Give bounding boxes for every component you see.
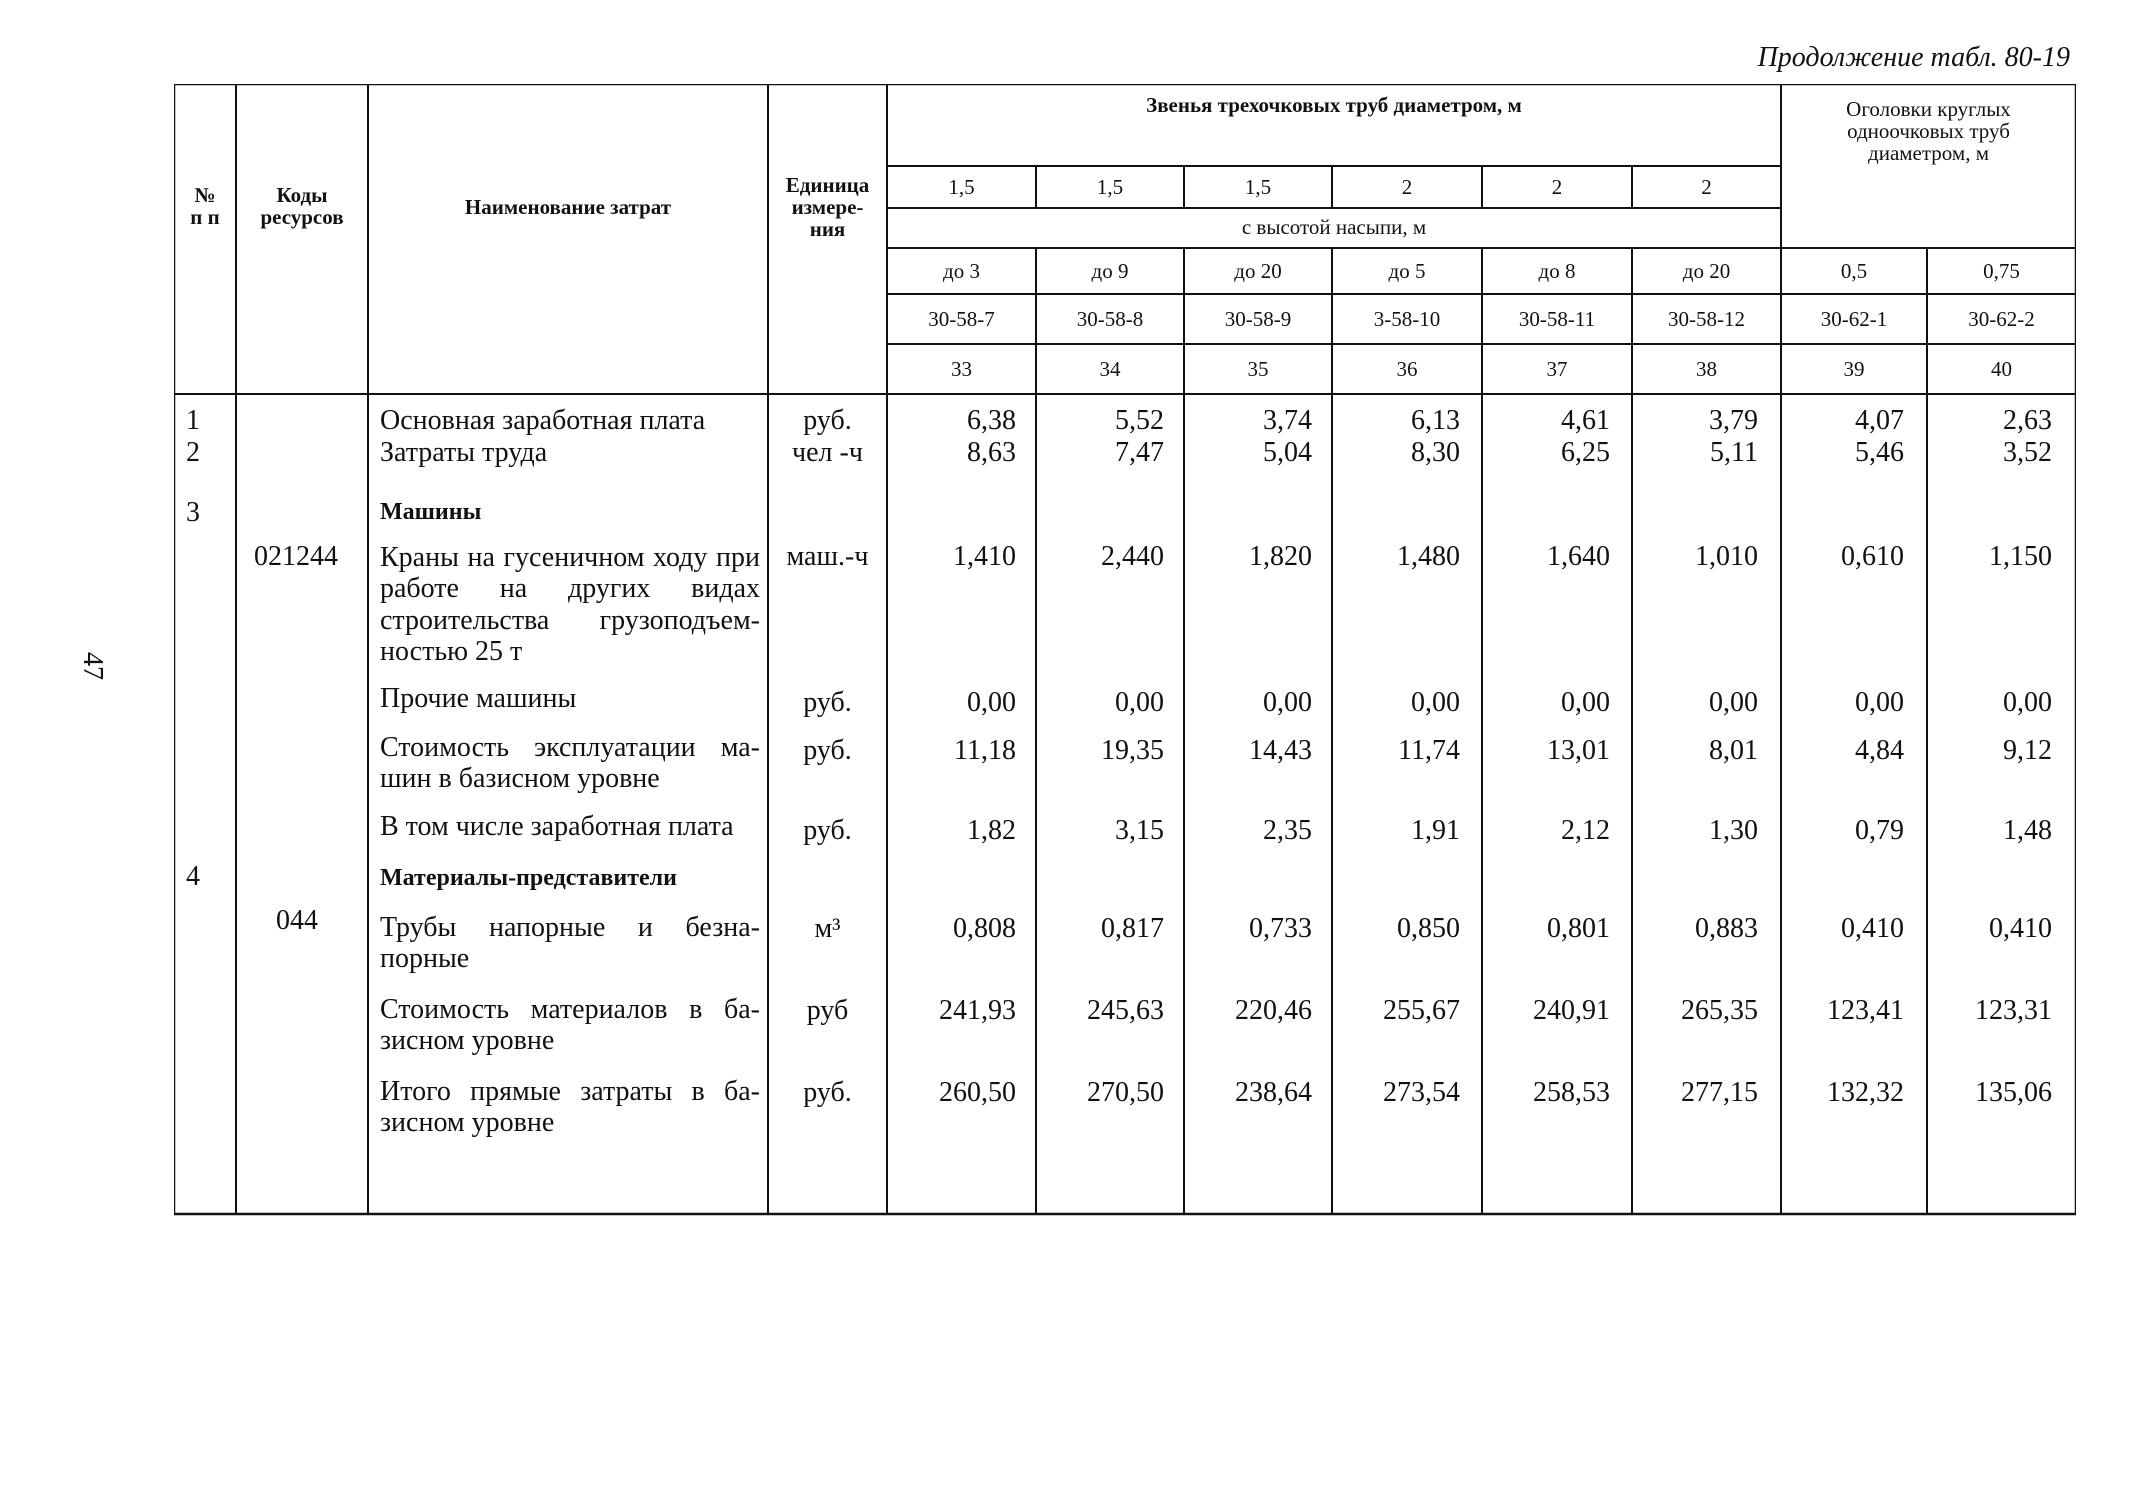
row-unit: руб. bbox=[803, 735, 852, 766]
value-cell: 11,74 bbox=[1398, 735, 1460, 766]
header-code: 30-58-9 bbox=[1224, 307, 1292, 331]
resource-code: 044 bbox=[276, 905, 318, 936]
value-cell: 260,50 bbox=[939, 1077, 1016, 1108]
value-cell: 0,410 bbox=[1989, 913, 2052, 944]
row-name: Стоимость материалов в ба-зисном уровне bbox=[380, 994, 760, 1057]
row-name: Трубы напорные и безна-порные bbox=[380, 912, 760, 975]
header-height: 0,5 bbox=[1840, 259, 1868, 283]
value-cell: 270,50 bbox=[1087, 1077, 1164, 1108]
header-codes: Коды ресурсов bbox=[260, 183, 344, 230]
value-cell: 9,12 bbox=[2003, 735, 2052, 766]
header-column-number: 39 bbox=[1843, 357, 1865, 381]
header-code: 30-58-8 bbox=[1076, 307, 1144, 331]
value-cell: 13,01 bbox=[1547, 735, 1610, 766]
row-unit: руб. bbox=[803, 687, 852, 718]
value-cell: 0,79 bbox=[1855, 815, 1904, 846]
row-name: Итого прямые затраты в ба-зисном уровне bbox=[380, 1076, 760, 1139]
value-cell: 132,32 bbox=[1827, 1077, 1904, 1108]
value-cell: 6,38 bbox=[967, 405, 1016, 436]
value-cell: 1,150 bbox=[1989, 541, 2052, 572]
value-cell: 6,25 bbox=[1561, 437, 1610, 468]
value-cell: 238,64 bbox=[1235, 1077, 1312, 1108]
row-number: 2 bbox=[186, 437, 200, 468]
header-code: 30-58-7 bbox=[928, 307, 995, 331]
row-unit: руб. bbox=[803, 1077, 852, 1108]
header-name: Наименование затрат bbox=[464, 195, 672, 219]
value-cell: 8,63 bbox=[967, 437, 1016, 468]
header-diameter: 2 bbox=[1401, 175, 1413, 199]
value-cell: 258,53 bbox=[1533, 1077, 1610, 1108]
header-column-number: 33 bbox=[951, 357, 972, 381]
header-height-label: с высотой насыпи, м bbox=[1241, 215, 1427, 239]
value-cell: 0,00 bbox=[1709, 687, 1758, 718]
value-cell: 8,01 bbox=[1709, 735, 1758, 766]
value-cell: 255,67 bbox=[1383, 995, 1460, 1026]
header-column-number: 38 bbox=[1696, 357, 1717, 381]
value-cell: 0,733 bbox=[1249, 913, 1312, 944]
value-cell: 3,52 bbox=[2003, 437, 2052, 468]
header-height: 0,75 bbox=[1983, 259, 2020, 283]
value-cell: 123,41 bbox=[1827, 995, 1904, 1026]
header-height: до 9 bbox=[1091, 259, 1129, 283]
value-cell: 1,30 bbox=[1709, 815, 1758, 846]
value-cell: 0,00 bbox=[1561, 687, 1610, 718]
value-cell: 2,35 bbox=[1263, 815, 1312, 846]
header-column-number: 40 bbox=[1991, 357, 2012, 381]
header-diameter: 1,5 bbox=[1096, 175, 1124, 199]
value-cell: 3,79 bbox=[1709, 405, 1758, 436]
row-number: 3 bbox=[186, 497, 200, 528]
value-cell: 1,820 bbox=[1249, 541, 1312, 572]
value-cell: 4,61 bbox=[1561, 405, 1610, 436]
value-cell: 6,13 bbox=[1411, 405, 1460, 436]
value-cell: 8,30 bbox=[1411, 437, 1460, 468]
header-code: 30-58-11 bbox=[1518, 307, 1596, 331]
value-cell: 1,480 bbox=[1397, 541, 1460, 572]
header-diameter: 2 bbox=[1551, 175, 1563, 199]
header-height: до 20 bbox=[1234, 259, 1282, 283]
header-group-heads: Оголовки круглых одноочковых труб диаметром, м bbox=[1846, 97, 2011, 166]
value-cell: 220,46 bbox=[1235, 995, 1312, 1026]
value-cell: 0,410 bbox=[1841, 913, 1904, 944]
table-continuation-caption: Продолжение табл. 80-19 bbox=[1757, 42, 2070, 73]
header-column-number: 36 bbox=[1396, 357, 1418, 381]
value-cell: 2,63 bbox=[2003, 405, 2052, 436]
row-name: В том числе заработная плата bbox=[380, 811, 734, 842]
value-cell: 5,04 bbox=[1263, 437, 1312, 468]
cost-table bbox=[174, 84, 2076, 1216]
header-diameter: 2 bbox=[1701, 175, 1712, 199]
row-unit: м³ bbox=[814, 913, 841, 944]
header-column-number: 37 bbox=[1546, 357, 1568, 381]
value-cell: 0,801 bbox=[1547, 913, 1610, 944]
row-unit: руб. bbox=[803, 405, 852, 436]
section-heading: Машины bbox=[380, 499, 482, 525]
value-cell: 7,47 bbox=[1115, 437, 1164, 468]
header-unit: Единица измере- ния bbox=[785, 173, 870, 242]
value-cell: 1,82 bbox=[967, 815, 1016, 846]
header-code: 30-62-2 bbox=[1968, 307, 2035, 331]
row-name: Затраты труда bbox=[380, 437, 548, 468]
value-cell: 5,52 bbox=[1115, 405, 1164, 436]
header-column-number: 34 bbox=[1099, 357, 1121, 381]
value-cell: 19,35 bbox=[1101, 735, 1164, 766]
row-unit: маш.-ч bbox=[786, 541, 869, 572]
resource-code: 021244 bbox=[254, 541, 338, 572]
row-name: Краны на гусеничном ходу при работе на других видах строительства грузоподъем-ностью 25 т bbox=[380, 542, 760, 668]
row-unit: чел -ч bbox=[792, 437, 863, 468]
value-cell: 0,00 bbox=[1855, 687, 1904, 718]
value-cell: 273,54 bbox=[1383, 1077, 1460, 1108]
value-cell: 0,00 bbox=[1263, 687, 1312, 718]
value-cell: 0,00 bbox=[1411, 687, 1460, 718]
value-cell: 123,31 bbox=[1975, 995, 2052, 1026]
header-diameter: 1,5 bbox=[948, 175, 975, 199]
row-name: Стоимость эксплуатации ма-шин в базисном уровне bbox=[380, 732, 760, 795]
header-code: 3-58-10 bbox=[1373, 307, 1441, 331]
value-cell: 0,883 bbox=[1695, 913, 1758, 944]
value-cell: 3,74 bbox=[1263, 405, 1312, 436]
value-cell: 241,93 bbox=[939, 995, 1016, 1026]
row-name: Прочие машины bbox=[380, 683, 577, 714]
value-cell: 240,91 bbox=[1533, 995, 1610, 1026]
value-cell: 4,84 bbox=[1855, 735, 1904, 766]
row-unit: руб bbox=[806, 995, 849, 1026]
value-cell: 0,850 bbox=[1397, 913, 1460, 944]
value-cell: 1,010 bbox=[1695, 541, 1758, 572]
value-cell: 0,817 bbox=[1101, 913, 1164, 944]
value-cell: 245,63 bbox=[1087, 995, 1164, 1026]
value-cell: 0,610 bbox=[1841, 541, 1904, 572]
value-cell: 3,15 bbox=[1115, 815, 1164, 846]
section-heading: Материалы-представители bbox=[380, 865, 677, 891]
value-cell: 0,808 bbox=[953, 913, 1016, 944]
row-name: Основная заработная плата bbox=[380, 405, 706, 436]
header-height: до 8 bbox=[1538, 259, 1576, 283]
value-cell: 2,440 bbox=[1101, 541, 1164, 572]
value-cell: 14,43 bbox=[1249, 735, 1312, 766]
header-height: до 5 bbox=[1388, 259, 1426, 283]
value-cell: 5,46 bbox=[1855, 437, 1904, 468]
header-code: 30-58-12 bbox=[1668, 307, 1745, 331]
value-cell: 4,07 bbox=[1855, 405, 1904, 436]
page-number: 47 bbox=[77, 652, 108, 680]
header-diameter: 1,5 bbox=[1244, 175, 1272, 199]
value-cell: 1,48 bbox=[2003, 815, 2052, 846]
value-cell: 1,640 bbox=[1547, 541, 1610, 572]
value-cell: 5,11 bbox=[1710, 437, 1758, 468]
value-cell: 265,35 bbox=[1681, 995, 1758, 1026]
header-code: 30-62-1 bbox=[1820, 307, 1888, 331]
value-cell: 277,15 bbox=[1681, 1077, 1758, 1108]
value-cell: 0,00 bbox=[967, 687, 1016, 718]
value-cell: 0,00 bbox=[1115, 687, 1164, 718]
value-cell: 0,00 bbox=[2003, 687, 2052, 718]
value-cell: 11,18 bbox=[954, 735, 1016, 766]
row-unit: руб. bbox=[803, 815, 852, 846]
row-number: 4 bbox=[186, 861, 200, 892]
header-height: до 3 bbox=[943, 259, 980, 283]
value-cell: 135,06 bbox=[1975, 1077, 2052, 1108]
row-number: 1 bbox=[186, 405, 200, 436]
value-cell: 1,91 bbox=[1411, 815, 1460, 846]
header-column-number: 35 bbox=[1247, 357, 1269, 381]
header-group-pipes: Звенья трехочковых труб диаметром, м bbox=[1146, 93, 1522, 117]
header-no: № п п bbox=[190, 183, 220, 230]
header-height: до 20 bbox=[1682, 259, 1731, 283]
value-cell: 1,410 bbox=[953, 541, 1016, 572]
value-cell: 2,12 bbox=[1561, 815, 1610, 846]
